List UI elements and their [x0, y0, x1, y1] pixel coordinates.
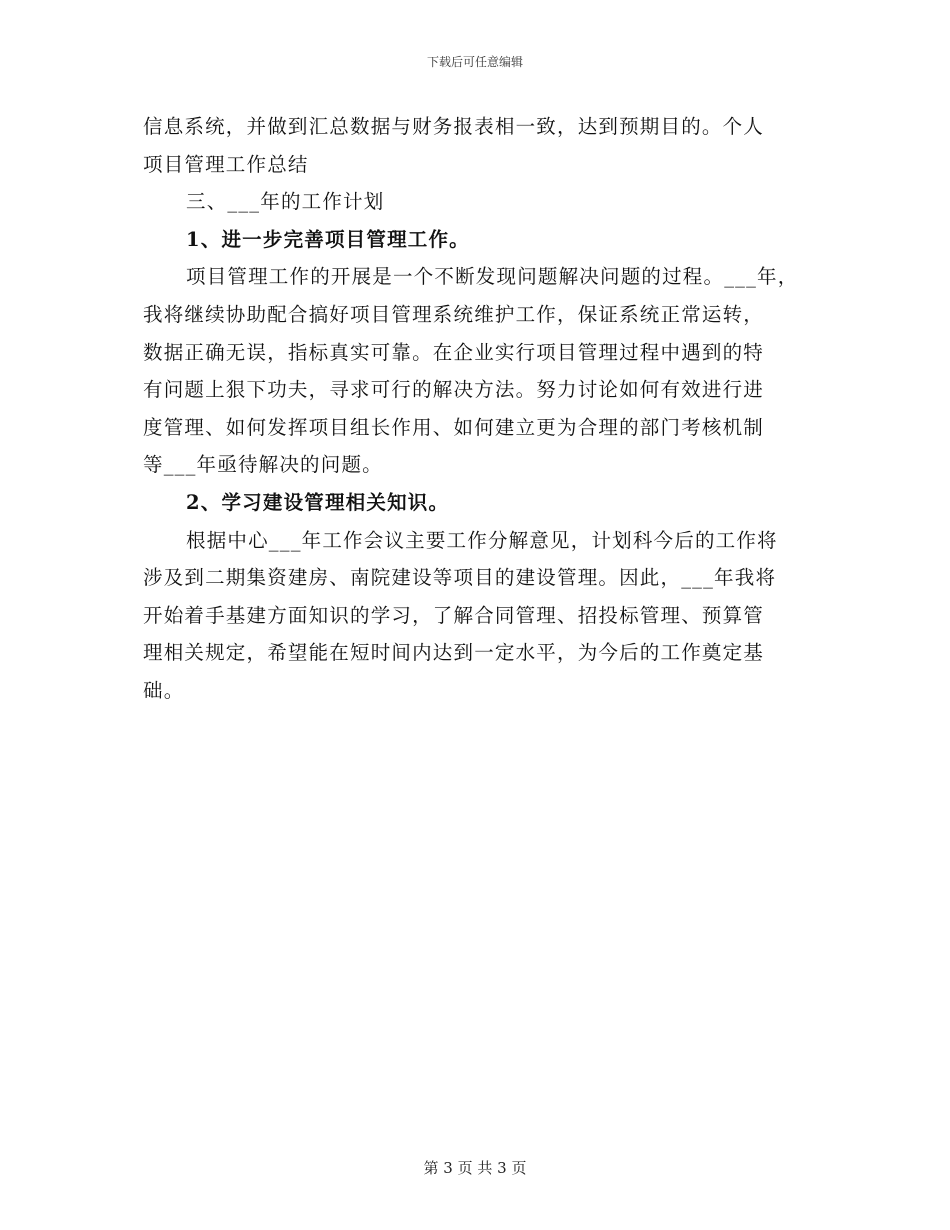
document-body	[143, 108, 823, 710]
subsection-heading: 1、进一步完善项目管理工作。	[186, 227, 470, 251]
paragraph-line: 根据中心___年工作会议主要工作分解意见，计划科今后的工作将	[186, 528, 778, 552]
paragraph-line: 有问题上狠下功夫，寻求可行的解决方法。努力讨论如何有效进行进	[143, 378, 765, 402]
paragraph-line: 项目管理工作总结	[143, 152, 309, 176]
paragraph-line: 开始着手基建方面知识的学习，了解合同管理、招投标管理、预算管	[143, 603, 765, 627]
paragraph-line: 我将继续协助配合搞好项目管理系统维护工作，保证系统正常运转，	[143, 302, 765, 326]
paragraph-line: 涉及到二期集资建房、南院建设等项目的建设管理。因此，___年我将	[143, 566, 777, 590]
subsection-heading: 2、学习建设管理相关知识。	[186, 490, 450, 514]
paragraph-line: 等___年亟待解决的问题。	[143, 453, 383, 477]
page-number: 第 3 页 共 3 页	[423, 1159, 527, 1177]
paragraph-line: 理相关规定，希望能在短时间内达到一定水平，为今后的工作奠定基	[143, 641, 765, 665]
paragraph-line: 项目管理工作的开展是一个不断发现问题解决问题的过程。___年，	[186, 265, 799, 289]
section-heading: 三、___年的工作计划	[186, 190, 385, 214]
paragraph-line: 信息系统，并做到汇总数据与财务报表相一致，达到预期目的。个人	[143, 115, 765, 138]
paragraph-line: 度管理、如何发挥项目组长作用、如何建立更为合理的部门考核机制	[143, 415, 765, 439]
paragraph-line: 础。	[143, 678, 185, 702]
header-note: 下载后可任意编辑	[426, 55, 523, 69]
paragraph-line: 数据正确无误，指标真实可靠。在企业实行项目管理过程中遇到的特	[143, 340, 765, 364]
